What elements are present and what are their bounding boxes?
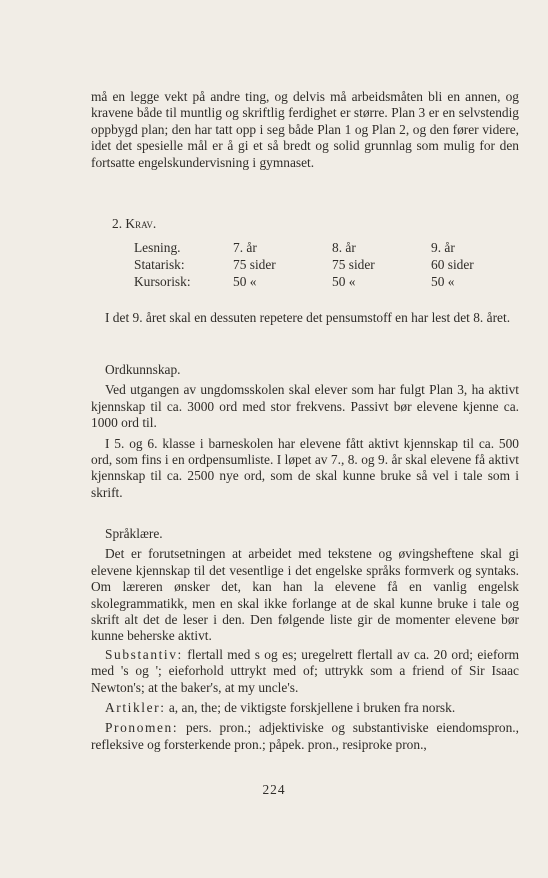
ordkunnskap-heading: Ordkunnskap. bbox=[105, 362, 181, 377]
krav-table-row bbox=[134, 240, 474, 257]
krav-col-header: 8. år bbox=[332, 240, 356, 255]
artikler-paragraph bbox=[91, 700, 519, 716]
pronomen-paragraph bbox=[91, 720, 519, 753]
krav-col-header: 7. år bbox=[233, 240, 257, 255]
krav-heading bbox=[112, 216, 312, 232]
krav-number: 2. bbox=[112, 216, 123, 231]
spraklaere-section bbox=[91, 526, 519, 753]
krav-table-row bbox=[134, 274, 474, 291]
krav-title: Krav. bbox=[125, 216, 157, 231]
substantiv-paragraph bbox=[91, 647, 519, 696]
substantiv-text: flertall med s og es; uregelrett flertall av ca. 20 ord; eieform med 's og '; eieforhold uttrykt med of; uttrykk som a friend of Sir Isaac Newton's; at the baker's, at my uncle's. bbox=[91, 646, 519, 695]
krav-cell: 75 sider bbox=[233, 257, 276, 272]
krav-cell: 50 « bbox=[233, 274, 257, 289]
krav-note-block bbox=[91, 310, 519, 326]
pronomen-label: Pronomen: bbox=[105, 720, 179, 736]
ordkunnskap-paragraph-2: I 5. og 6. klasse i barneskolen har elevene fått aktivt kjennskap til ca. 500 ord, som fins i en ordpensumliste. I løpet av 7., 8. og 9. år skal elevene få aktivt kjennskap til ca. 2500 nye ord, som de skal kunne bruke så vel i tale som i skrift. bbox=[91, 435, 519, 500]
krav-cell: 50 « bbox=[332, 274, 356, 289]
krav-cell: 60 sider bbox=[431, 257, 474, 272]
artikler-text: a, an, the; de viktigste forskjellene i bruken fra norsk. bbox=[165, 700, 456, 716]
krav-table bbox=[134, 240, 474, 291]
krav-cell: Statarisk: bbox=[134, 257, 185, 272]
ordkunnskap-paragraph-1: Ved utgangen av ungdomsskolen skal elever som har fulgt Plan 3, ha aktivt kjennskap til ca. 3000 ord med stor frekvens. Passivt bør elevene kjenne ca. 1000 ord til. bbox=[91, 382, 519, 431]
krav-cell: 50 « bbox=[431, 274, 455, 289]
substantiv-label: Substantiv: bbox=[105, 646, 183, 662]
krav-cell: Kursorisk: bbox=[134, 274, 191, 289]
pronomen-text: pers. pron.; adjektiviske og substantiviske eiendomspron., refleksive og forsterkende pron.; påpek. pron., resiproke pron., bbox=[91, 720, 519, 752]
krav-note: I det 9. året skal en dessuten repetere det pensumstoff en har lest det 8. året. bbox=[105, 310, 511, 325]
krav-cell: Lesning. bbox=[134, 240, 181, 255]
krav-col-header: 9. år bbox=[431, 240, 455, 255]
ordkunnskap-section bbox=[91, 362, 519, 501]
artikler-label: Artikler: bbox=[105, 700, 166, 716]
krav-table-row bbox=[134, 257, 474, 274]
intro-paragraph: må en legge vekt på andre ting, og delvis må arbeidsmåten bli en annen, og kravene både til muntlig og skriftlig ferdighet er større. Plan 3 er en selvstendig oppbygd plan; den har tatt opp i seg både Plan 1 og Plan 2, og den fører videre, idet det spesielle mål er å gi et så bredt og solid grunnlag som mulig for den fortsatte engelskundervisning i gymnaset. bbox=[91, 89, 519, 170]
spraklaere-heading: Språklære. bbox=[105, 526, 163, 541]
page-number: 224 bbox=[262, 782, 286, 797]
spraklaere-paragraph: Det er forutsetningen at arbeidet med tekstene og øvingsheftene skal gi elevene kjennskap til det vesentlige i det engelske språks formverk og syntaks. Om læreren ønsker det, kan han la elevene få en vanlig engelsk skolegrammatikk, men en skal ikke forlange at de skal kunne bruke i tale og skrift alt det de leser i den. Den følgende liste gir de momenter elevene bør kunne beherske aktivt. bbox=[91, 546, 519, 644]
krav-cell: 75 sider bbox=[332, 257, 375, 272]
intro-block bbox=[91, 89, 519, 171]
